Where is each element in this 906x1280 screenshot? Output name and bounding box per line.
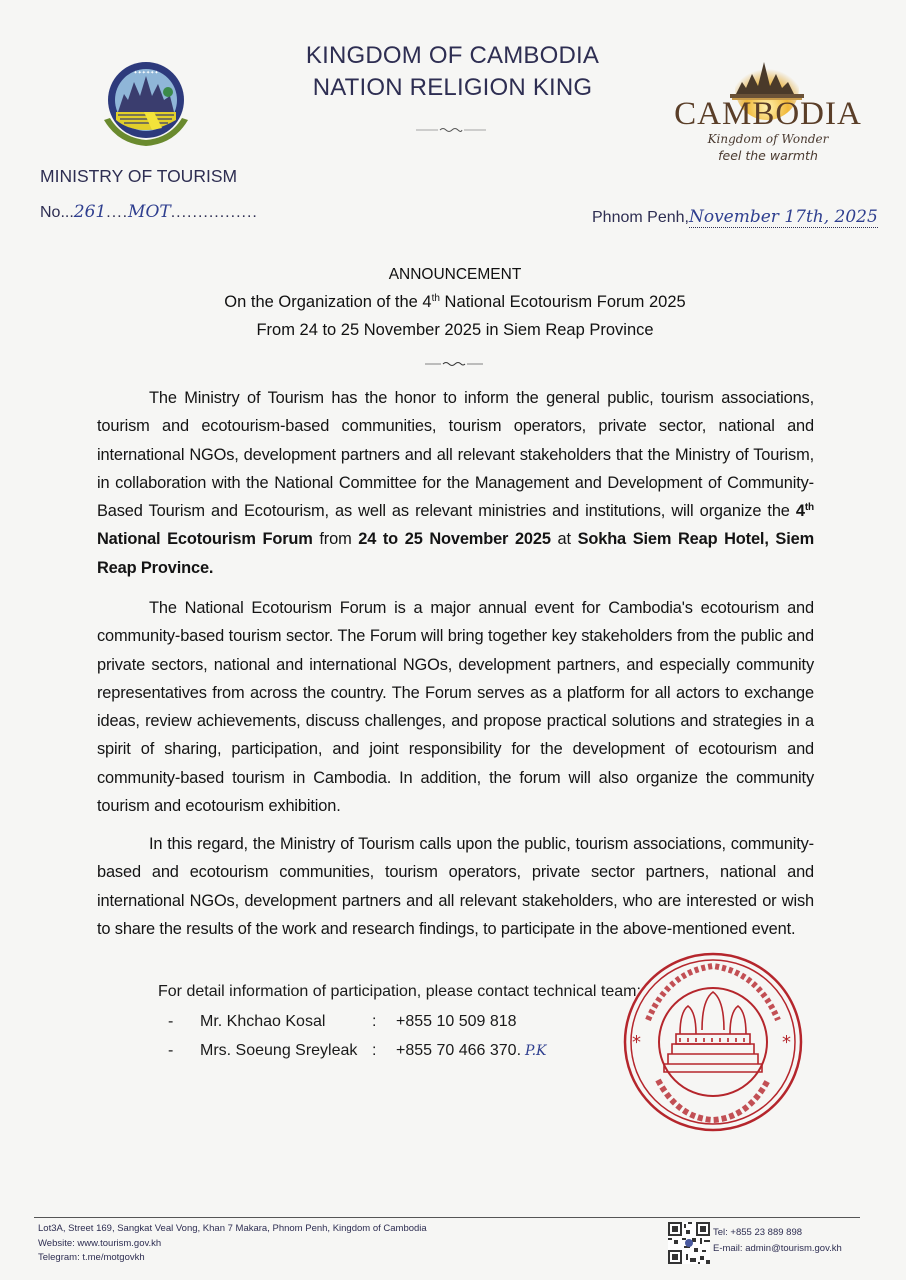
contact-name: Mr. Khchao Kosal [200, 1013, 326, 1030]
body-paragraph-1: The Ministry of Tourism has the honor to inform the general public, tourism associations, tourism and ecotourism-based communities, tourism operators, private sector, national and international NGOs, development partners and all relevant stakeholders that the Ministry of Tourism, in collaboration with the National Committee for the Management and Development of Community-Based Tourism and Ecotourism, as well as relevant ministries and institutions, will organize the 4th National Ecotourism Forum from 24 to 25 November 2025 at Sokha Siem Reap Hotel, Siem Reap Province. [97, 389, 814, 577]
ornament-divider-icon [416, 127, 486, 133]
svg-text:*: * [632, 1032, 641, 1053]
qr-code-icon[interactable] [668, 1222, 710, 1264]
contact-phone: +855 10 509 818 [396, 1013, 517, 1030]
country-line-2: NATION RELIGION KING [312, 74, 593, 101]
ref-prefix: No... [40, 204, 74, 221]
ref-code-handwritten: MOT [128, 202, 171, 222]
ornament-divider-icon [425, 361, 483, 367]
reference-number: No...261....MOT................ [40, 202, 258, 222]
date-handwritten: November 17th, 2025 [688, 207, 878, 227]
country-heading [280, 40, 625, 104]
brand-tagline-warmth: feel the warmth [718, 148, 818, 163]
footer-contact-block [713, 1225, 842, 1257]
body-paragraph-2: The National Ecotourism Forum is a major annual event for Cambodia's ecotourism and community-based tourism sector. The Forum will bring together key stakeholders from the public and private sectors, national and international NGOs, development partners, and especially community representatives from across the country. The Forum serves as a platform for all actors to exchange ideas, review achievements, discuss challenges, and propose practical solutions and strategies in a spirit of sharing, participation, and joint responsibility for the development of ecotourism and community-based tourism in Cambodia. In addition, the forum will also organize the community tourism and ecotourism exhibition. [97, 599, 814, 816]
body-paragraph-3: In this regard, the Ministry of Tourism calls upon the public, tourism associations, community-based and ecotourism communities, tourism operators, private sector partners, national and international NGOs, development partners and all relevant stakeholders, who are interested or wish to share the results of the work and research findings, to participate in the above-mentioned event. [97, 835, 814, 938]
contact-item: - Mr. Khchao Kosal : +855 10 509 818 [168, 1013, 517, 1030]
contact-item: - Mrs. Soeung Sreyleak : +855 70 466 370. P.K [168, 1042, 547, 1059]
svg-text:✦✦✦✦✦✦: ✦✦✦✦✦✦ [133, 70, 159, 76]
cambodia-brand-word: CAMBODIA [674, 96, 862, 132]
contact-intro: For detail information of participation, please contact technical team: [158, 983, 641, 1000]
footer-divider [34, 1217, 860, 1218]
footer-telegram[interactable]: Telegram: t.me/motgovkh [38, 1252, 145, 1263]
announcement-title-block [160, 262, 750, 344]
ministry-emblem-icon [98, 60, 194, 148]
ministry-name: MINISTRY OF TOURISM [40, 166, 238, 186]
announcement-dates: From 24 to 25 November 2025 in Siem Reap Province [256, 321, 654, 339]
ref-number-handwritten: 261 [73, 202, 107, 222]
footer-website[interactable]: Website: www.tourism.gov.kh [38, 1237, 162, 1249]
brand-tagline-kingdom: Kingdom of Wonder [707, 132, 829, 146]
contact-name: Mrs. Soeung Sreyleak [200, 1042, 358, 1059]
country-line-1: KINGDOM OF CAMBODIA [305, 42, 600, 69]
announcement-heading: ANNOUNCEMENT [388, 266, 522, 283]
announcement-subject: On the Organization of the 4th National Ecotourism Forum 2025 [224, 293, 686, 311]
contact-phone: +855 70 466 370. [396, 1042, 522, 1059]
footer-email[interactable]: E-mail: admin@tourism.gov.kh [713, 1243, 842, 1254]
forum-dates: 24 to 25 November 2025 [358, 530, 551, 549]
forum-name: 4th National Ecotourism Forum [97, 502, 814, 549]
place: Phnom Penh, [592, 209, 689, 226]
forum-venue: Sokha Siem Reap Hotel, Siem Reap Province. [97, 530, 814, 577]
place-and-date [592, 207, 878, 227]
svg-text:*: * [782, 1032, 791, 1053]
footer-tel[interactable]: Tel: +855 23 889 898 [713, 1227, 803, 1238]
official-seal-icon [618, 950, 808, 1135]
handwritten-initials: P.K [525, 1043, 547, 1059]
footer-address-block [38, 1222, 427, 1266]
footer-address: Lot3A, Street 169, Sangkat Veal Vong, Khan 7 Makara, Phnom Penh, Kingdom of Cambodia [38, 1223, 427, 1234]
